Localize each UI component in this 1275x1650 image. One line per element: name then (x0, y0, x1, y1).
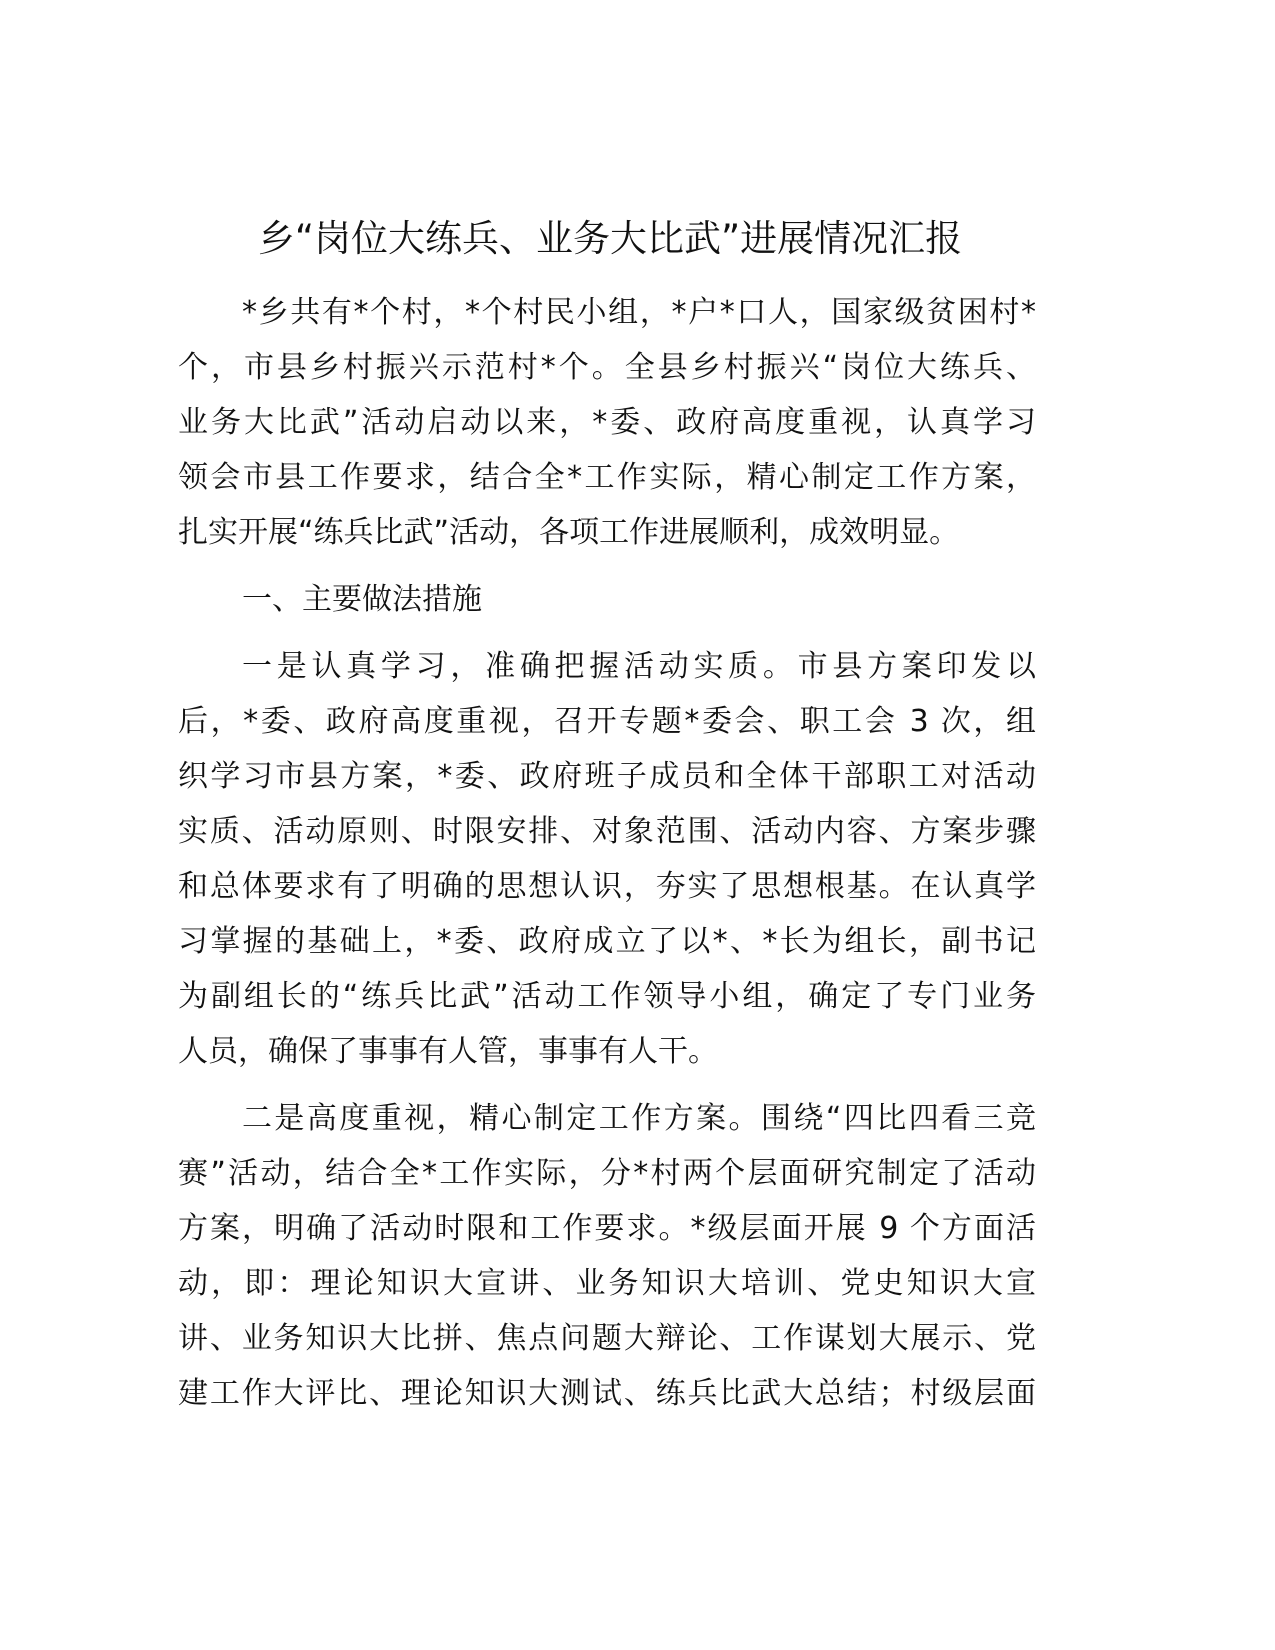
text-line: 个，市县乡村振兴示范村*个。全县乡村振兴“岗位大练兵、 (178, 350, 1036, 385)
paragraph-overview (178, 288, 1036, 563)
text-line: 二是高度重视，精心制定工作方案。围绕“四比四看三竞 (242, 1101, 1036, 1136)
text-line: 习掌握的基础上，*委、政府成立了以*、*长为组长，副书记 (178, 924, 1036, 959)
text-line: 后，*委、政府高度重视，召开专题*委会、职工会 3 次，组 (178, 704, 1036, 739)
text-line: 织学习市县方案，*委、政府班子成员和全体干部职工对活动 (178, 759, 1036, 794)
text-line: 讲、业务知识大比拼、焦点问题大辩论、工作谋划大展示、党 (178, 1321, 1036, 1356)
section-heading (178, 575, 1036, 630)
paragraph-study (178, 642, 1036, 1082)
text-line: *乡共有*个村，*个村民小组，*户*口人，国家级贫困村* (242, 295, 1036, 330)
text-line: 实质、活动原则、时限安排、对象范围、活动内容、方案步骤 (178, 814, 1036, 849)
paragraph-plan (178, 1094, 1036, 1424)
text-line: 人员，确保了事事有人管，事事有人干。 (178, 1034, 718, 1069)
text-line: 方案，明确了活动时限和工作要求。*级层面开展 9 个方面活 (178, 1211, 1036, 1246)
document-title: 乡“岗位大练兵、业务大比武”进展情况汇报 (257, 217, 963, 260)
text-line: 领会市县工作要求，结合全*工作实际，精心制定工作方案， (178, 460, 1036, 495)
text-line: 业务大比武”活动启动以来，*委、政府高度重视，认真学习 (178, 405, 1036, 440)
text-line: 建工作大评比、理论知识大测试、练兵比武大总结；村级层面 (178, 1376, 1036, 1411)
text-line: 赛”活动，结合全*工作实际，分*村两个层面研究制定了活动 (178, 1156, 1036, 1191)
document-body (178, 288, 1036, 1436)
text-line: 一是认真学习，准确把握活动实质。市县方案印发以 (242, 649, 1036, 684)
text-line: 扎实开展“练兵比武”活动，各项工作进展顺利，成效明显。 (178, 515, 960, 550)
text-line: 为副组长的“练兵比武”活动工作领导小组，确定了专门业务 (178, 979, 1036, 1014)
text-line: 和总体要求有了明确的思想认识，夯实了思想根基。在认真学 (178, 869, 1036, 904)
text-line: 动，即：理论知识大宣讲、业务知识大培训、党史知识大宣 (178, 1266, 1036, 1301)
heading-text: 一、主要做法措施 (242, 582, 482, 617)
